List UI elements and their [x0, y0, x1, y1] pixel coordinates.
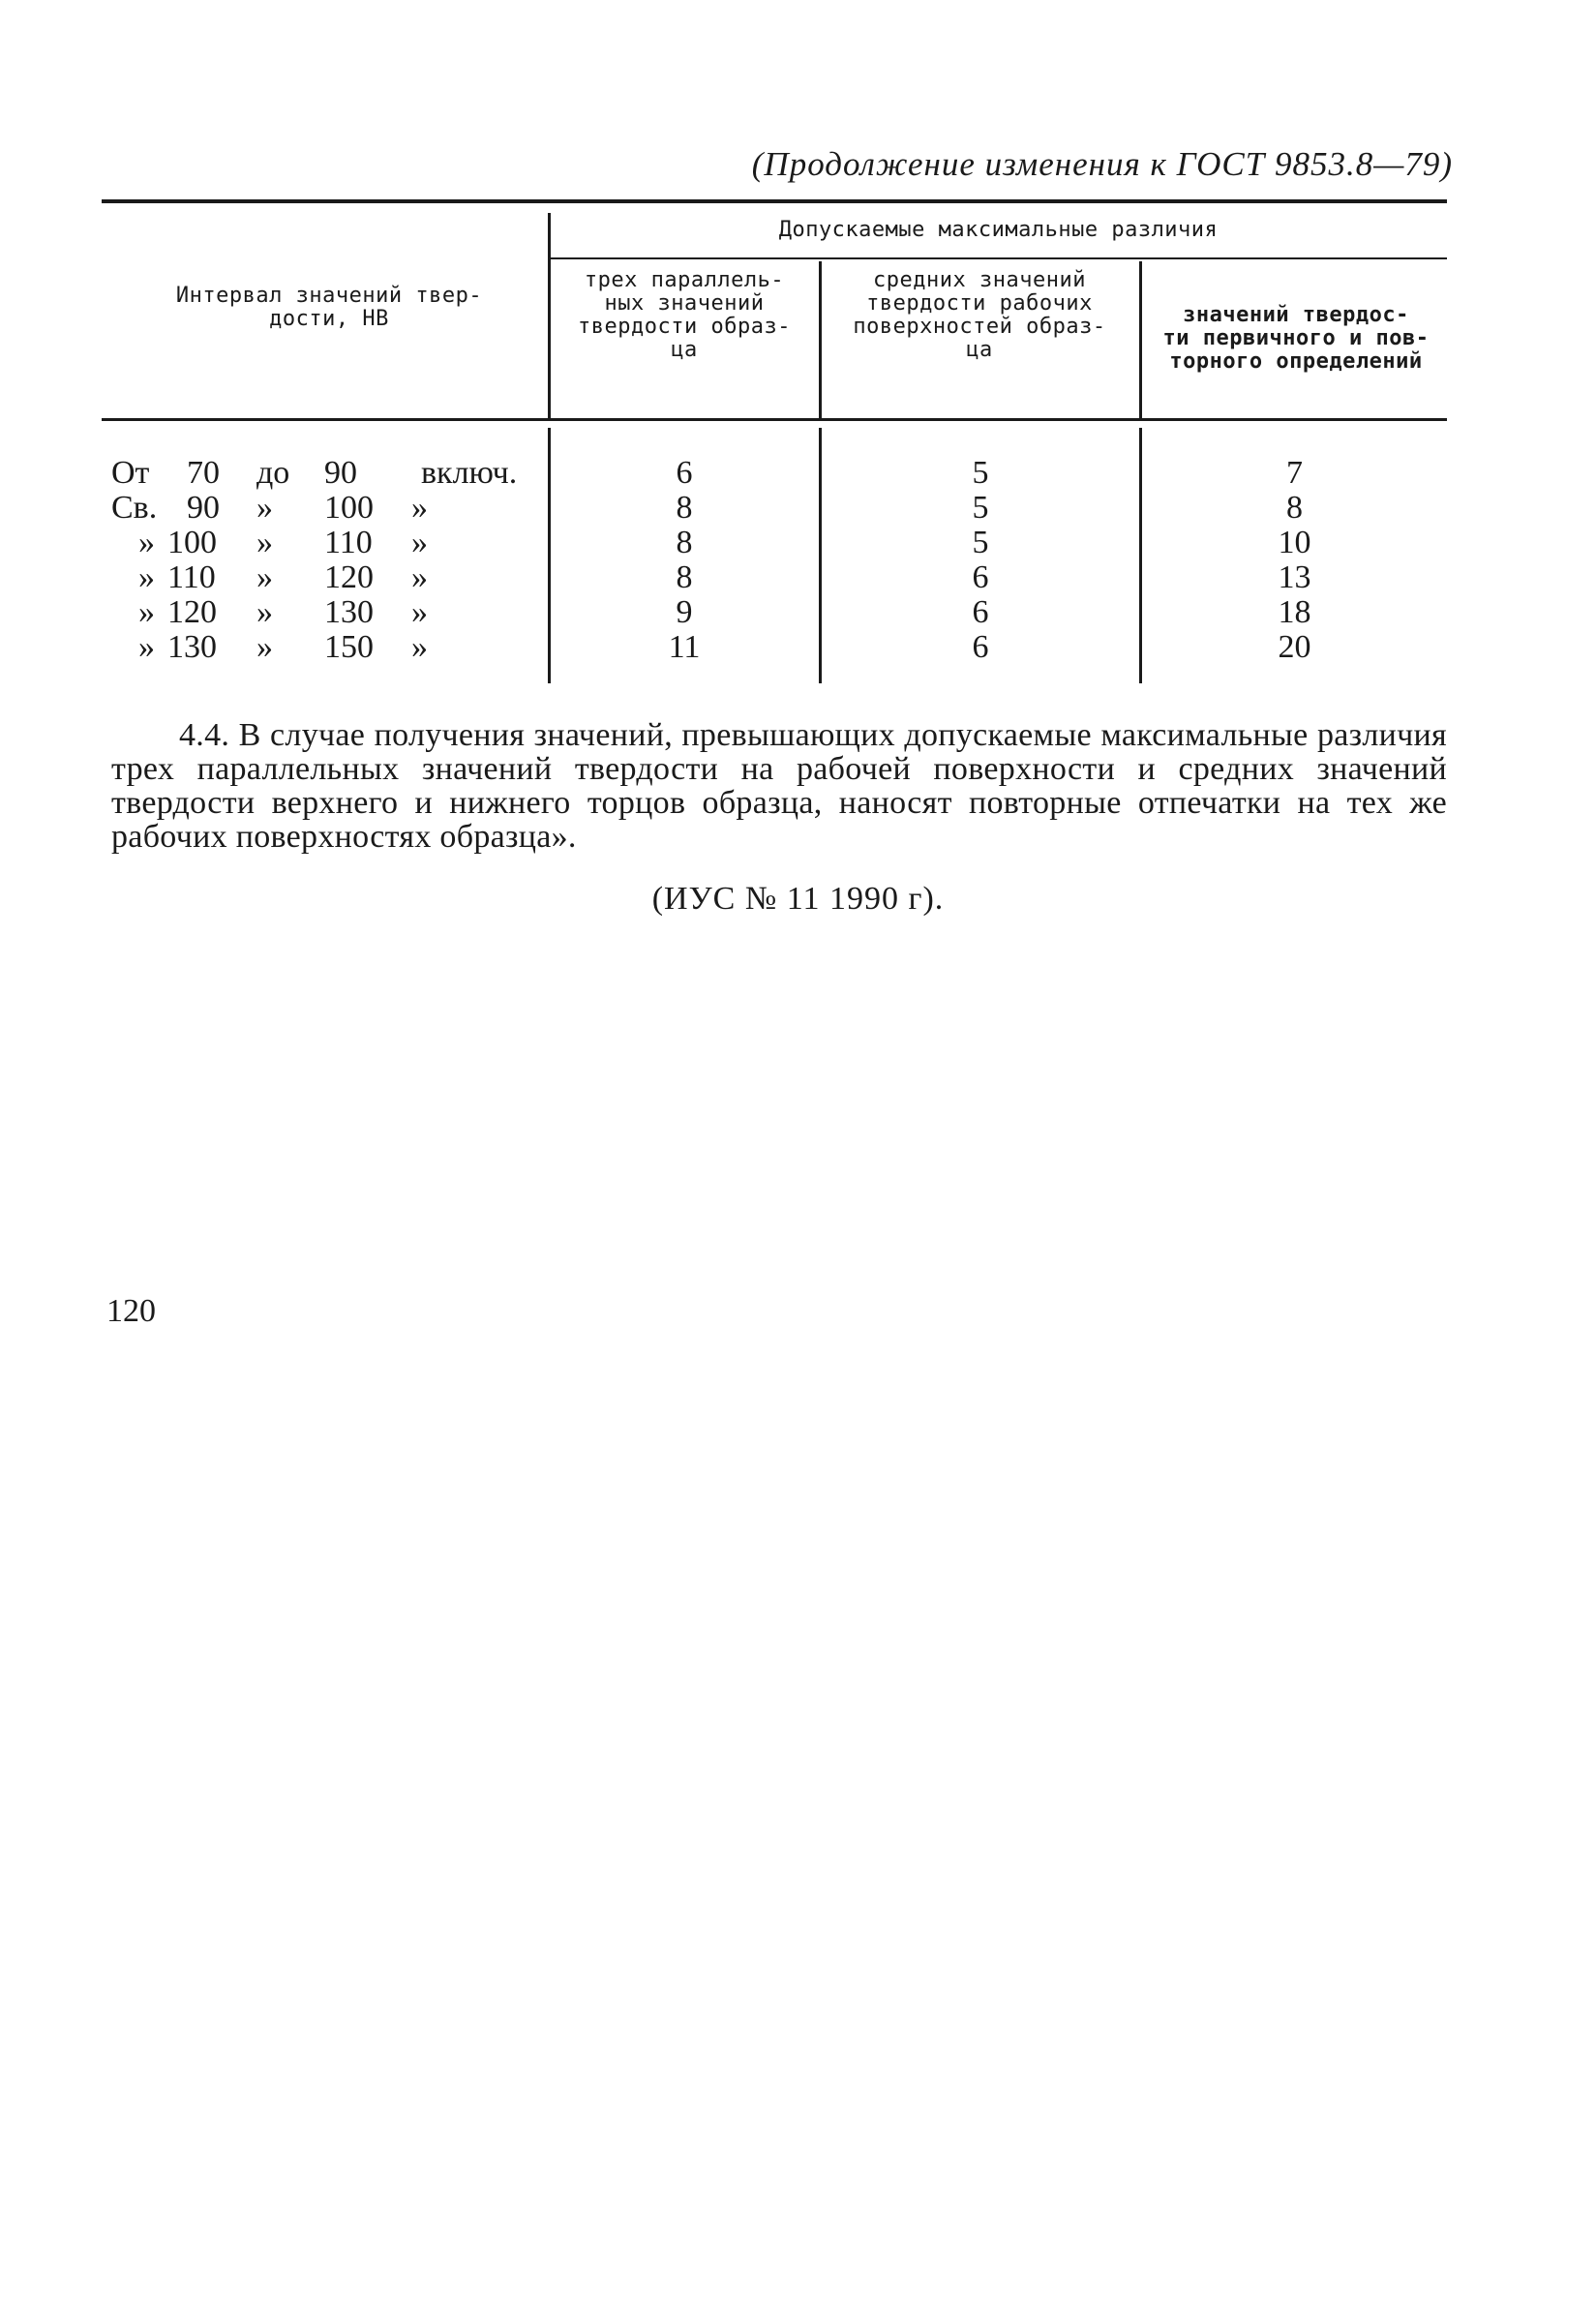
source-note: (ИУС № 11 1990 г).	[651, 881, 945, 917]
interval-part-4: 150	[324, 629, 374, 665]
interval-part-3: »	[256, 594, 273, 630]
table-cell-col2: 6	[676, 455, 693, 491]
interval-part-4: 130	[324, 594, 374, 630]
table-cell-col2: 8	[676, 559, 693, 595]
table-cell-col4: 18	[1278, 594, 1311, 630]
interval-part-1: »	[138, 629, 155, 665]
interval-part-2: 70	[187, 455, 220, 491]
interval-part-3: »	[256, 525, 273, 560]
table-cell-col3: 6	[972, 594, 989, 630]
table-cell-col2: 8	[676, 525, 693, 560]
interval-part-2: 90	[187, 490, 220, 526]
table-top-rule	[102, 199, 1447, 203]
subheader-mean: средних значений твердости рабочих поверхностей образ- ца	[853, 268, 1106, 362]
interval-part-4: 120	[324, 559, 374, 595]
interval-part-2: 110	[167, 559, 216, 595]
table-cell-col3: 5	[972, 525, 989, 560]
table-cell-col3: 6	[972, 629, 989, 665]
table-cell-col2: 8	[676, 490, 693, 526]
table-cell-col2: 11	[668, 629, 701, 665]
group-header: Допускаемые максимальные различия	[778, 218, 1219, 242]
interval-part-1: »	[138, 594, 155, 630]
table-row-interval	[111, 456, 537, 491]
group-header-rule	[550, 257, 1447, 259]
table-cell-col4: 7	[1286, 455, 1303, 491]
interval-part-3: до	[256, 455, 290, 491]
interval-part-3: »	[256, 629, 273, 665]
interval-part-1: »	[138, 525, 155, 560]
table-cell-col2: 9	[676, 594, 693, 630]
table-row-interval	[111, 526, 537, 560]
subheader-parallel: трех параллель- ных значений твердости образ- ца	[578, 268, 791, 362]
interval-part-4: 110	[324, 525, 373, 560]
hardness-table	[102, 199, 1447, 683]
interval-part-3: »	[256, 559, 273, 595]
table-cell-col3: 5	[972, 455, 989, 491]
table-cell-col3: 5	[972, 490, 989, 526]
table-row-interval	[111, 560, 537, 595]
clause-4-4	[111, 718, 1447, 854]
interval-column-header: Интервал значений твер- дости, НВ	[175, 284, 483, 331]
interval-part-5: »	[411, 559, 428, 595]
page-number: 120	[106, 1293, 156, 1329]
interval-part-1: От	[111, 455, 150, 491]
interval-part-5: »	[411, 490, 428, 526]
table-row-interval	[111, 630, 537, 665]
table-cell-col3: 6	[972, 559, 989, 595]
interval-part-4: 90	[324, 455, 357, 491]
interval-part-2: 130	[167, 629, 217, 665]
col-divider-3-header	[1139, 261, 1142, 420]
interval-part-5: включ.	[421, 455, 518, 491]
interval-part-1: Св.	[111, 490, 158, 526]
clause-4-4-text: 4.4. В случае получения значений, превышающих допускаемые максимальные различия трех параллельных значений твердости на рабочей поверхности и средних значений твердости верхнего и нижнего торцов образца, наносят повторные отпечатки на тех же рабочих поверхностях образца».	[111, 717, 1447, 855]
table-cell-col4: 13	[1278, 559, 1311, 595]
interval-part-2: 100	[167, 525, 217, 560]
table-cell-col4: 8	[1286, 490, 1303, 526]
interval-part-5: »	[411, 594, 428, 630]
table-row-interval	[111, 595, 537, 630]
col-divider-1-header	[548, 213, 551, 420]
interval-part-3: »	[256, 490, 273, 526]
table-cell-col4: 20	[1278, 629, 1311, 665]
interval-part-1: »	[138, 559, 155, 595]
table-row-interval	[111, 491, 537, 526]
interval-part-5: »	[411, 525, 428, 560]
interval-part-4: 100	[324, 490, 374, 526]
interval-part-2: 120	[167, 594, 217, 630]
col-divider-2-header	[819, 261, 822, 420]
subheader-repeat: значений твердос- ти первичного и пов- торного определений	[1162, 303, 1430, 374]
table-cell-col4: 10	[1278, 525, 1311, 560]
header-bottom-rule	[102, 418, 1447, 421]
interval-part-5: »	[411, 629, 428, 665]
continuation-header: (Продолжение изменения к ГОСТ 9853.8—79)	[751, 145, 1453, 183]
